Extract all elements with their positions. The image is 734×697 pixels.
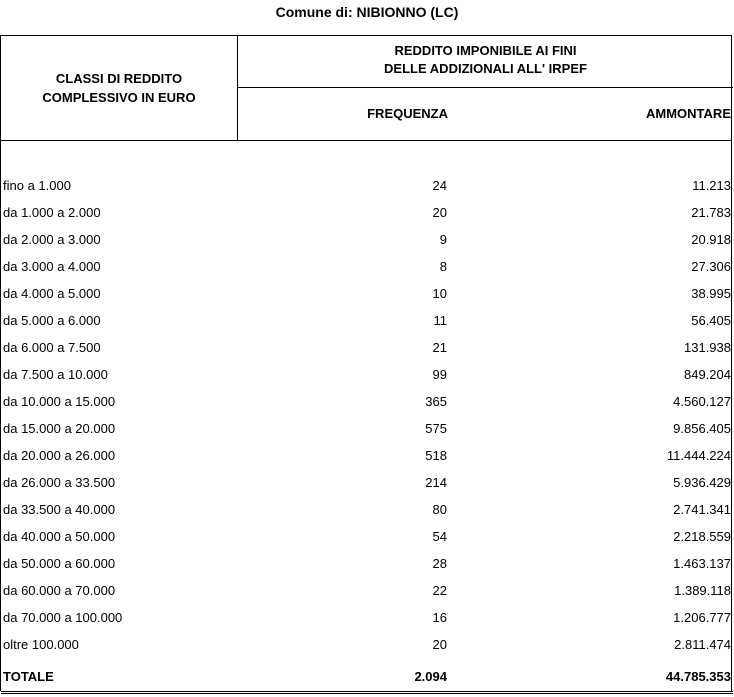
amount-cell: 21.783 <box>691 205 731 220</box>
amount-cell: 2.811.474 <box>674 637 731 652</box>
table-row <box>1 313 731 340</box>
taxable-income-header-line2: DELLE ADDIZIONALI ALL' IRPEF <box>384 61 587 76</box>
amount-cell: 11.444.224 <box>666 448 731 463</box>
frequency-cell: 16 <box>432 610 447 625</box>
frequency-cell: 20 <box>432 637 447 652</box>
frequency-cell: 214 <box>425 475 447 490</box>
amount-cell: 5.936.429 <box>673 475 731 490</box>
frequency-cell: 21 <box>432 340 447 355</box>
income-table <box>0 35 732 691</box>
table-row <box>1 286 731 313</box>
header-divider <box>1 140 731 141</box>
table-row <box>1 556 731 583</box>
amount-cell: 56.405 <box>691 313 731 328</box>
total-amount: 44.785.353 <box>665 669 731 684</box>
table-row <box>1 610 731 637</box>
amount-cell: 1.206.777 <box>673 610 731 625</box>
taxable-income-header-line1: REDDITO IMPONIBILE AI FINI <box>394 43 577 58</box>
income-class-cell: da 50.000 a 60.000 <box>3 556 116 571</box>
frequency-cell: 10 <box>432 286 447 301</box>
income-class-cell: da 3.000 a 4.000 <box>3 259 101 274</box>
frequency-cell: 54 <box>432 529 447 544</box>
table-row <box>1 232 731 259</box>
income-class-cell: fino a 1.000 <box>3 178 71 193</box>
table-row <box>1 394 731 421</box>
total-bottom-border <box>1 693 733 694</box>
frequency-cell: 24 <box>432 178 447 193</box>
table-row <box>1 421 731 448</box>
income-class-header-line1: CLASSI DI REDDITO <box>55 71 183 86</box>
amount-cell: 131.938 <box>684 340 731 355</box>
table-row <box>1 367 731 394</box>
frequency-cell: 99 <box>432 367 447 382</box>
table-row <box>1 259 731 286</box>
income-class-cell: da 15.000 a 20.000 <box>3 421 116 436</box>
frequency-cell: 20 <box>432 205 447 220</box>
income-class-cell: da 2.000 a 3.000 <box>3 232 101 247</box>
frequency-cell: 8 <box>439 259 447 274</box>
frequency-cell: 518 <box>425 448 447 463</box>
amount-cell: 1.463.137 <box>673 556 731 571</box>
table-row <box>1 529 731 556</box>
frequency-cell: 22 <box>432 583 447 598</box>
table-row <box>1 583 731 610</box>
amount-cell: 1.389.118 <box>674 583 731 598</box>
income-class-cell: da 4.000 a 5.000 <box>3 286 101 301</box>
table-row <box>1 637 731 664</box>
income-class-cell: da 10.000 a 15.000 <box>3 394 116 409</box>
amount-cell: 27.306 <box>691 259 731 274</box>
frequency-cell: 9 <box>439 232 447 247</box>
frequency-cell: 28 <box>432 556 447 571</box>
total-label: TOTALE <box>3 669 54 684</box>
taxable-income-header <box>238 36 733 88</box>
table-row <box>1 502 731 529</box>
frequency-cell: 11 <box>433 313 447 328</box>
frequency-cell: 80 <box>432 502 447 517</box>
amount-cell: 2.218.559 <box>673 529 731 544</box>
frequency-cell: 575 <box>425 421 447 436</box>
total-row <box>1 669 731 696</box>
table-row <box>1 205 731 232</box>
income-class-header-line2: COMPLESSIVO IN EURO <box>42 90 196 105</box>
amount-cell: 38.995 <box>691 286 731 301</box>
amount-cell: 9.856.405 <box>673 421 731 436</box>
amount-cell: 11.213 <box>692 178 731 193</box>
income-class-cell: da 60.000 a 70.000 <box>3 583 116 598</box>
page-title: Comune di: NIBIONNO (LC) <box>275 4 459 20</box>
income-class-cell: da 6.000 a 7.500 <box>3 340 101 355</box>
income-class-cell: da 1.000 a 2.000 <box>3 205 101 220</box>
income-class-cell: oltre 100.000 <box>3 637 79 652</box>
amount-column-header: AMMONTARE <box>646 106 731 121</box>
frequency-cell: 365 <box>425 394 447 409</box>
table-row <box>1 475 731 502</box>
income-class-cell: da 7.500 a 10.000 <box>3 367 108 382</box>
income-class-cell: da 70.000 a 100.000 <box>3 610 123 625</box>
income-class-header <box>1 36 238 140</box>
amount-cell: 20.918 <box>691 232 731 247</box>
income-class-cell: da 26.000 a 33.500 <box>3 475 116 490</box>
amount-cell: 849.204 <box>684 367 731 382</box>
total-frequency: 2.094 <box>414 669 447 684</box>
income-class-cell: da 40.000 a 50.000 <box>3 529 116 544</box>
income-class-cell: da 33.500 a 40.000 <box>3 502 116 517</box>
amount-cell: 4.560.127 <box>673 394 731 409</box>
table-row <box>1 448 731 475</box>
income-class-cell: da 5.000 a 6.000 <box>3 313 101 328</box>
income-class-cell: da 20.000 a 26.000 <box>3 448 116 463</box>
table-row <box>1 178 731 205</box>
table-row <box>1 340 731 367</box>
amount-cell: 2.741.341 <box>673 502 731 517</box>
frequency-column-header: FREQUENZA <box>367 106 448 121</box>
